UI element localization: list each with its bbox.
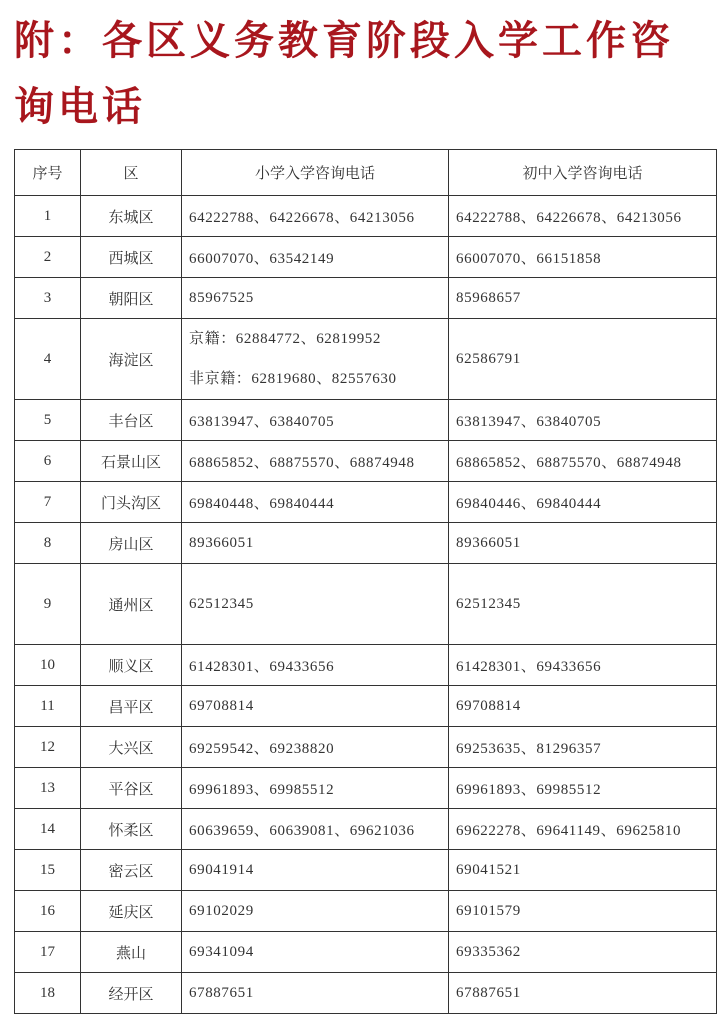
primary-phone: 69102029 <box>189 902 254 919</box>
primary-phone-cell <box>182 196 449 237</box>
header-middle-phone: 初中入学咨询电话 <box>449 150 717 196</box>
table-row <box>15 196 717 237</box>
primary-phone-cell <box>182 809 449 850</box>
row-number: 2 <box>15 237 81 278</box>
table-row <box>15 400 717 441</box>
primary-phone: 68865852、68875570、68874948 <box>189 454 415 471</box>
primary-phone-cell <box>182 319 449 400</box>
row-number: 12 <box>15 727 81 768</box>
row-number: 6 <box>15 441 81 482</box>
middle-phone: 62512345 <box>449 564 717 645</box>
district-name: 丰台区 <box>81 400 182 441</box>
row-number: 5 <box>15 400 81 441</box>
row-number: 8 <box>15 523 81 564</box>
district-name: 通州区 <box>81 564 182 645</box>
district-name: 门头沟区 <box>81 482 182 523</box>
middle-phone: 66007070、66151858 <box>449 237 717 278</box>
district-name: 大兴区 <box>81 727 182 768</box>
primary-phone: 64222788、64226678、64213056 <box>189 209 415 226</box>
district-name: 朝阳区 <box>81 278 182 319</box>
table-row <box>15 809 717 850</box>
table-row <box>15 932 717 973</box>
district-name: 东城区 <box>81 196 182 237</box>
primary-phone: 69041914 <box>189 861 254 878</box>
primary-phone: 60639659、60639081、69621036 <box>189 822 415 839</box>
primary-phone-cell <box>182 973 449 1014</box>
primary-phone-cell <box>182 727 449 768</box>
middle-phone: 64222788、64226678、64213056 <box>449 196 717 237</box>
district-name: 经开区 <box>81 973 182 1014</box>
primary-phone: 69961893、69985512 <box>189 781 335 798</box>
district-name: 延庆区 <box>81 891 182 932</box>
primary-phone-cell <box>182 768 449 809</box>
district-name: 西城区 <box>81 237 182 278</box>
table-row <box>15 645 717 686</box>
middle-phone: 69335362 <box>449 932 717 973</box>
middle-phone: 69622278、69641149、69625810 <box>449 809 717 850</box>
primary-phone-cell <box>182 482 449 523</box>
primary-phone-cell <box>182 523 449 564</box>
table-row <box>15 973 717 1014</box>
table-row <box>15 319 717 400</box>
middle-phone: 85968657 <box>449 278 717 319</box>
primary-phone-cell <box>182 237 449 278</box>
header-primary-phone: 小学入学咨询电话 <box>182 150 449 196</box>
middle-phone: 69708814 <box>449 686 717 727</box>
district-name: 石景山区 <box>81 441 182 482</box>
primary-phone-cell <box>182 686 449 727</box>
primary-phone: 61428301、69433656 <box>189 658 335 675</box>
page-title: 附：各区义务教育阶段入学工作咨询电话 <box>14 18 674 129</box>
table-row <box>15 686 717 727</box>
row-number: 13 <box>15 768 81 809</box>
table-row <box>15 564 717 645</box>
primary-phone-cell <box>182 441 449 482</box>
district-name: 海淀区 <box>81 319 182 400</box>
row-number: 15 <box>15 850 81 891</box>
row-number: 11 <box>15 686 81 727</box>
row-number: 4 <box>15 319 81 400</box>
middle-phone: 62586791 <box>449 319 717 400</box>
primary-phone-cell <box>182 564 449 645</box>
middle-phone: 69041521 <box>449 850 717 891</box>
primary-phone-cell <box>182 932 449 973</box>
middle-phone: 63813947、63840705 <box>449 400 717 441</box>
row-number: 1 <box>15 196 81 237</box>
middle-phone: 68865852、68875570、68874948 <box>449 441 717 482</box>
table-row <box>15 768 717 809</box>
district-name: 平谷区 <box>81 768 182 809</box>
row-number: 17 <box>15 932 81 973</box>
table-row <box>15 237 717 278</box>
row-number: 9 <box>15 564 81 645</box>
middle-phone: 61428301、69433656 <box>449 645 717 686</box>
primary-phone: 京籍：62884772、62819952 <box>189 331 382 347</box>
middle-phone: 89366051 <box>449 523 717 564</box>
row-number: 3 <box>15 278 81 319</box>
header-district: 区 <box>81 150 182 196</box>
row-number: 10 <box>15 645 81 686</box>
middle-phone: 67887651 <box>449 973 717 1014</box>
district-name: 燕山 <box>81 932 182 973</box>
table-row <box>15 891 717 932</box>
middle-phone: 69961893、69985512 <box>449 768 717 809</box>
primary-phone: 66007070、63542149 <box>189 250 335 267</box>
table-row <box>15 482 717 523</box>
primary-phone: 69840448、69840444 <box>189 495 335 512</box>
primary-phone: 69708814 <box>189 697 254 714</box>
primary-phone-cell <box>182 278 449 319</box>
primary-phone: 69259542、69238820 <box>189 740 335 757</box>
row-number: 16 <box>15 891 81 932</box>
primary-phone: 67887651 <box>189 984 254 1001</box>
header-number: 序号 <box>15 150 81 196</box>
table-row <box>15 850 717 891</box>
primary-phone: 89366051 <box>189 534 254 551</box>
row-number: 18 <box>15 973 81 1014</box>
primary-phone-cell <box>182 850 449 891</box>
middle-phone: 69253635、81296357 <box>449 727 717 768</box>
district-name: 顺义区 <box>81 645 182 686</box>
primary-phone-cell <box>182 400 449 441</box>
primary-phone: 85967525 <box>189 289 254 306</box>
district-name: 怀柔区 <box>81 809 182 850</box>
middle-phone: 69101579 <box>449 891 717 932</box>
table-row <box>15 523 717 564</box>
district-name: 房山区 <box>81 523 182 564</box>
middle-phone: 69840446、69840444 <box>449 482 717 523</box>
primary-phone: 62512345 <box>189 595 254 612</box>
table-row <box>15 727 717 768</box>
primary-phone: 69341094 <box>189 943 254 960</box>
row-number: 7 <box>15 482 81 523</box>
primary-phone: 63813947、63840705 <box>189 413 335 430</box>
primary-phone: 非京籍：62819680、82557630 <box>189 371 397 387</box>
primary-phone-cell <box>182 891 449 932</box>
table-row <box>15 441 717 482</box>
table-body <box>15 196 717 1014</box>
hotline-table <box>14 149 717 1014</box>
table-row <box>15 278 717 319</box>
table-header-row <box>15 150 717 196</box>
row-number: 14 <box>15 809 81 850</box>
primary-phone-cell <box>182 645 449 686</box>
district-name: 密云区 <box>81 850 182 891</box>
district-name: 昌平区 <box>81 686 182 727</box>
